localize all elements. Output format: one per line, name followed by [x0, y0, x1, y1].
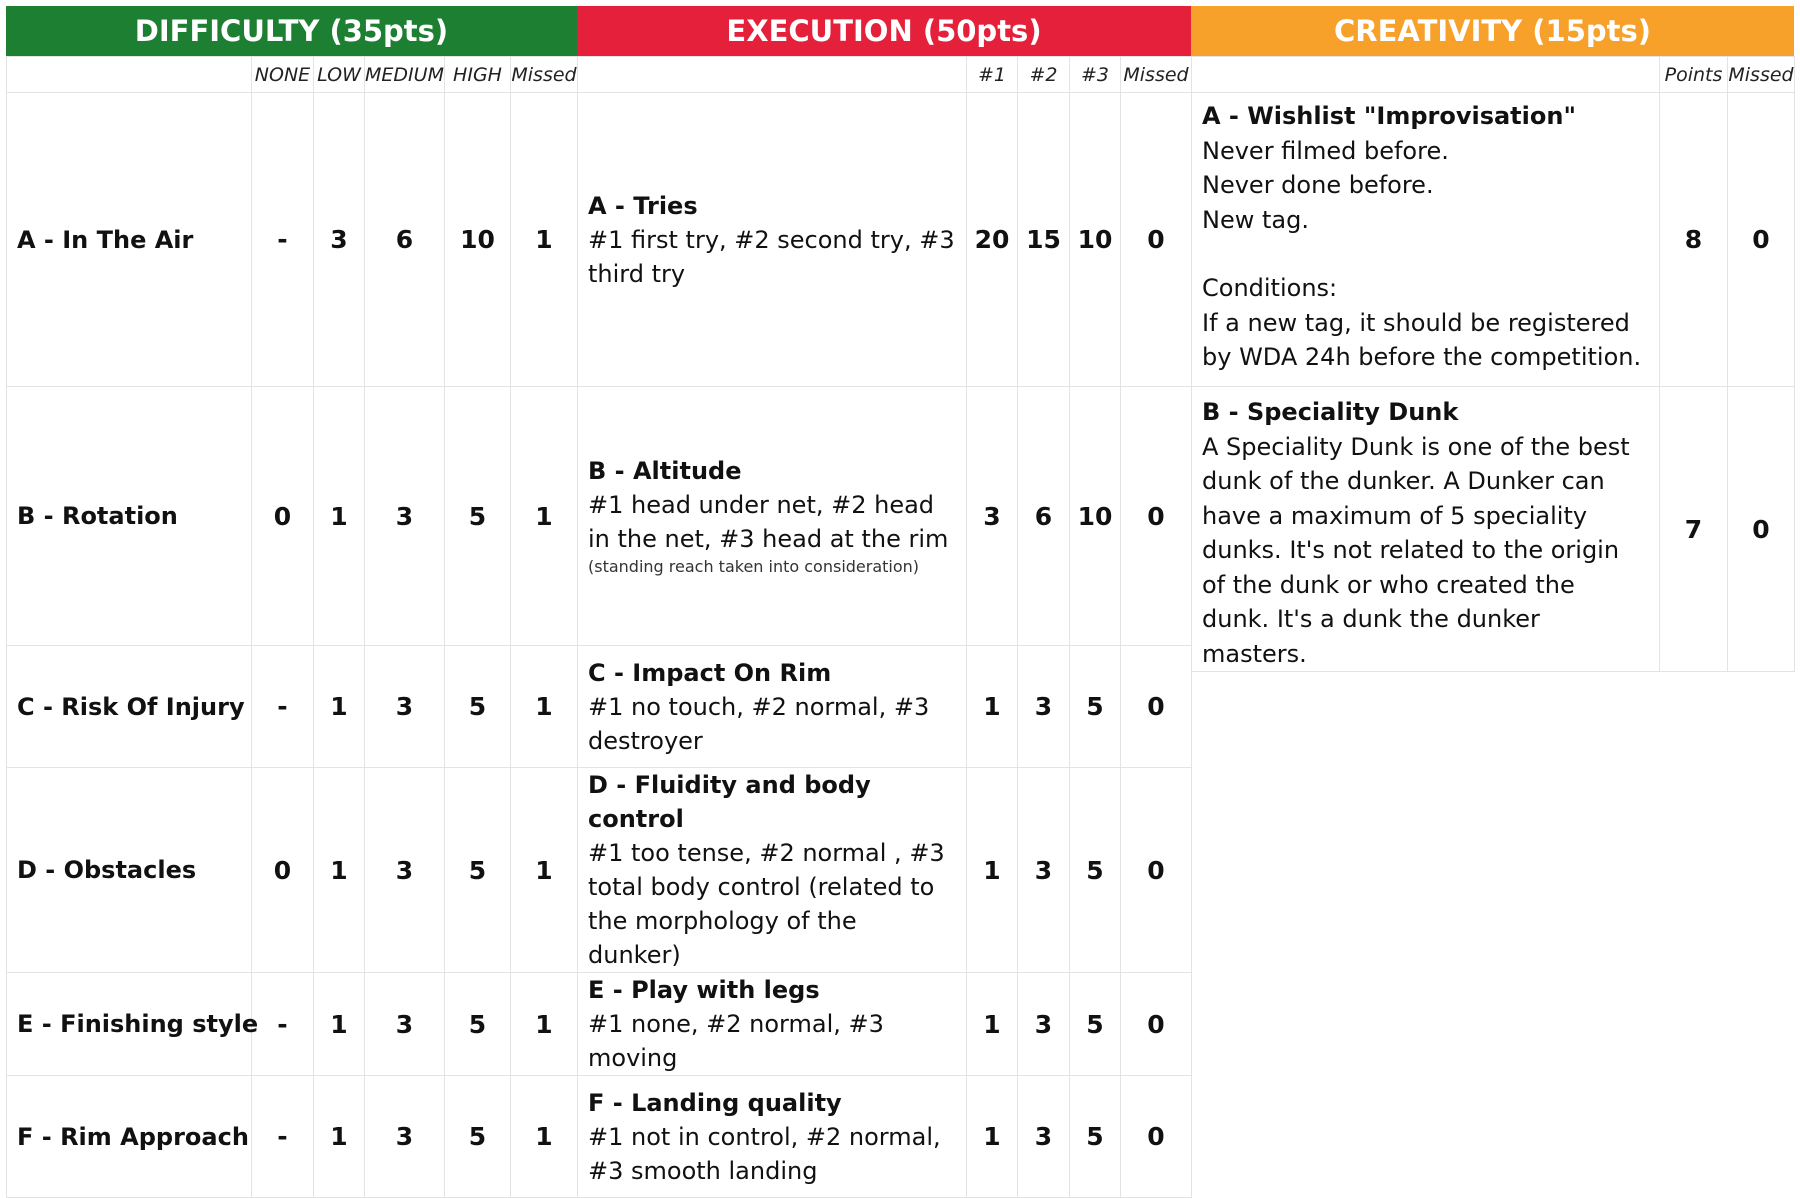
creativity-line: Never done before.: [1202, 171, 1434, 199]
value-cell: 1: [967, 973, 1018, 1076]
value-cell: 1: [314, 973, 365, 1076]
creativity-criterion-title: A - Wishlist "Improvisation": [1202, 102, 1576, 130]
execution-criterion-title: E - Play with legs: [588, 976, 820, 1004]
table-row: [7, 387, 1192, 646]
column-header-row: [1192, 57, 1795, 93]
value-cell: 1: [511, 973, 578, 1076]
table-row: [7, 93, 1192, 387]
value-cell: 1: [314, 646, 365, 768]
creativity-table: [1191, 56, 1795, 672]
value-cell: 10: [1070, 93, 1121, 387]
execution-criterion-title: F - Landing quality: [588, 1088, 842, 1117]
execution-criterion-title: A - Tries: [588, 191, 698, 220]
value-cell: 1: [314, 1076, 365, 1198]
execution-criterion: [578, 1076, 967, 1198]
creativity-line: New tag.: [1202, 205, 1309, 234]
value-cell: 5: [1070, 1076, 1121, 1198]
difficulty-criterion: D - Obstacles: [7, 768, 252, 973]
conditions-text: If a new tag, it should be registered by WDA 24h before the competition.: [1202, 308, 1642, 371]
execution-criterion: [578, 646, 967, 768]
creativity-desc-column-header: [1192, 57, 1660, 93]
value-cell: -: [252, 646, 314, 768]
value-cell: 5: [1070, 973, 1121, 1076]
conditions-label: Conditions:: [1202, 274, 1338, 302]
execution-criterion-title: C - Impact On Rim: [588, 658, 832, 687]
execution-criterion-desc: #1 not in control, #2 normal, #3 smooth landing: [588, 1122, 941, 1185]
value-cell: 1: [314, 387, 365, 646]
value-cell: -: [252, 93, 314, 387]
table-row: [7, 646, 1192, 768]
difficulty-execution-table: [6, 56, 1192, 1198]
value-cell: 0: [1121, 973, 1192, 1076]
value-cell: 3: [365, 973, 445, 1076]
creativity-criterion-desc: A Speciality Dunk is one of the best dunk of the dunker. A Dunker can have a maximum of 5 speciality dunks. It's not related to the origin of the dunk or who created the dunk. It's a dunk the dunker masters.: [1202, 432, 1630, 668]
col-2: #2: [1018, 57, 1070, 93]
value-cell: 0: [1121, 1076, 1192, 1198]
value-cell: 15: [1018, 93, 1070, 387]
value-cell: 3: [967, 387, 1018, 646]
value-cell: 3: [1018, 646, 1070, 768]
difficulty-criterion: A - In The Air: [7, 93, 252, 387]
value-cell: 1: [967, 646, 1018, 768]
column-header-row: [7, 57, 1192, 93]
execution-criterion-title: D - Fluidity and body control: [588, 771, 871, 833]
creativity-criterion-title: B - Speciality Dunk: [1202, 398, 1459, 426]
execution-criterion-desc: #1 head under net, #2 head in the net, #3 head at the rim: [588, 491, 949, 553]
value-cell: 3: [365, 1076, 445, 1198]
execution-criterion-desc: #1 first try, #2 second try, #3 third try: [588, 225, 955, 288]
col-1: #1: [967, 57, 1018, 93]
execution-criterion: [578, 973, 967, 1076]
value-cell: 5: [445, 768, 511, 973]
value-cell: 6: [365, 93, 445, 387]
value-cell: 3: [1018, 768, 1070, 973]
value-cell: 0: [1728, 93, 1795, 387]
execution-criterion: [578, 387, 967, 646]
creativity-line: Never filmed before.: [1202, 136, 1449, 165]
execution-criterion-desc: #1 too tense, #2 normal , #3 total body control (related to the morphology of the dunker): [588, 839, 945, 969]
col-high: HIGH: [445, 57, 511, 93]
value-cell: 1: [511, 1076, 578, 1198]
creativity-criterion: [1192, 387, 1660, 672]
value-cell: 5: [445, 973, 511, 1076]
execution-criterion-desc: #1 no touch, #2 normal, #3 destroyer: [588, 692, 930, 755]
execution-criterion: [578, 768, 967, 973]
spacer: [1202, 237, 1649, 271]
value-cell: 3: [314, 93, 365, 387]
value-cell: 0: [1728, 387, 1795, 672]
value-cell: 1: [314, 768, 365, 973]
execution-criterion: [578, 93, 967, 387]
value-cell: 1: [511, 387, 578, 646]
criterion-column-header: [7, 57, 252, 93]
col-creativity-missed: Missed: [1728, 57, 1795, 93]
table-row: [7, 768, 1192, 973]
col-none: NONE: [252, 57, 314, 93]
difficulty-header: DIFFICULTY (35pts): [6, 6, 577, 56]
value-cell: 7: [1660, 387, 1728, 672]
value-cell: 1: [967, 768, 1018, 973]
value-cell: 20: [967, 93, 1018, 387]
execution-desc-column-header: [578, 57, 967, 93]
value-cell: 0: [1121, 387, 1192, 646]
execution-criterion-note: (standing reach taken into consideration): [588, 557, 920, 576]
col-3: #3: [1070, 57, 1121, 93]
value-cell: 0: [1121, 646, 1192, 768]
value-cell: 6: [1018, 387, 1070, 646]
table-row: [1192, 93, 1795, 387]
value-cell: 3: [365, 387, 445, 646]
value-cell: 5: [445, 387, 511, 646]
value-cell: -: [252, 973, 314, 1076]
value-cell: 5: [445, 646, 511, 768]
value-cell: 10: [445, 93, 511, 387]
col-low: LOW: [314, 57, 365, 93]
value-cell: 1: [967, 1076, 1018, 1198]
value-cell: 1: [511, 93, 578, 387]
table-row: [7, 973, 1192, 1076]
execution-criterion-title: B - Altitude: [588, 457, 742, 485]
value-cell: 10: [1070, 387, 1121, 646]
col-points: Points: [1660, 57, 1728, 93]
value-cell: 0: [252, 768, 314, 973]
execution-criterion-desc: #1 none, #2 normal, #3 moving: [588, 1010, 884, 1072]
value-cell: 1: [511, 768, 578, 973]
col-execution-missed: Missed: [1121, 57, 1192, 93]
difficulty-criterion: B - Rotation: [7, 387, 252, 646]
col-medium: MEDIUM: [365, 57, 445, 93]
value-cell: 0: [1121, 768, 1192, 973]
value-cell: 5: [1070, 768, 1121, 973]
value-cell: 3: [1018, 1076, 1070, 1198]
difficulty-criterion: F - Rim Approach: [7, 1076, 252, 1198]
table-row: [1192, 387, 1795, 672]
value-cell: 3: [365, 646, 445, 768]
value-cell: 5: [1070, 646, 1121, 768]
value-cell: 5: [445, 1076, 511, 1198]
value-cell: 8: [1660, 93, 1728, 387]
creativity-criterion: [1192, 93, 1660, 387]
value-cell: 1: [511, 646, 578, 768]
table-row: [7, 1076, 1192, 1198]
value-cell: 0: [1121, 93, 1192, 387]
difficulty-criterion: C - Risk Of Injury: [7, 646, 252, 768]
value-cell: 3: [365, 768, 445, 973]
value-cell: 3: [1018, 973, 1070, 1076]
creativity-header: CREATIVITY (15pts): [1191, 6, 1794, 56]
execution-header: EXECUTION (50pts): [577, 6, 1191, 56]
value-cell: -: [252, 1076, 314, 1198]
col-difficulty-missed: Missed: [511, 57, 578, 93]
value-cell: 0: [252, 387, 314, 646]
difficulty-criterion: E - Finishing style: [7, 973, 252, 1076]
